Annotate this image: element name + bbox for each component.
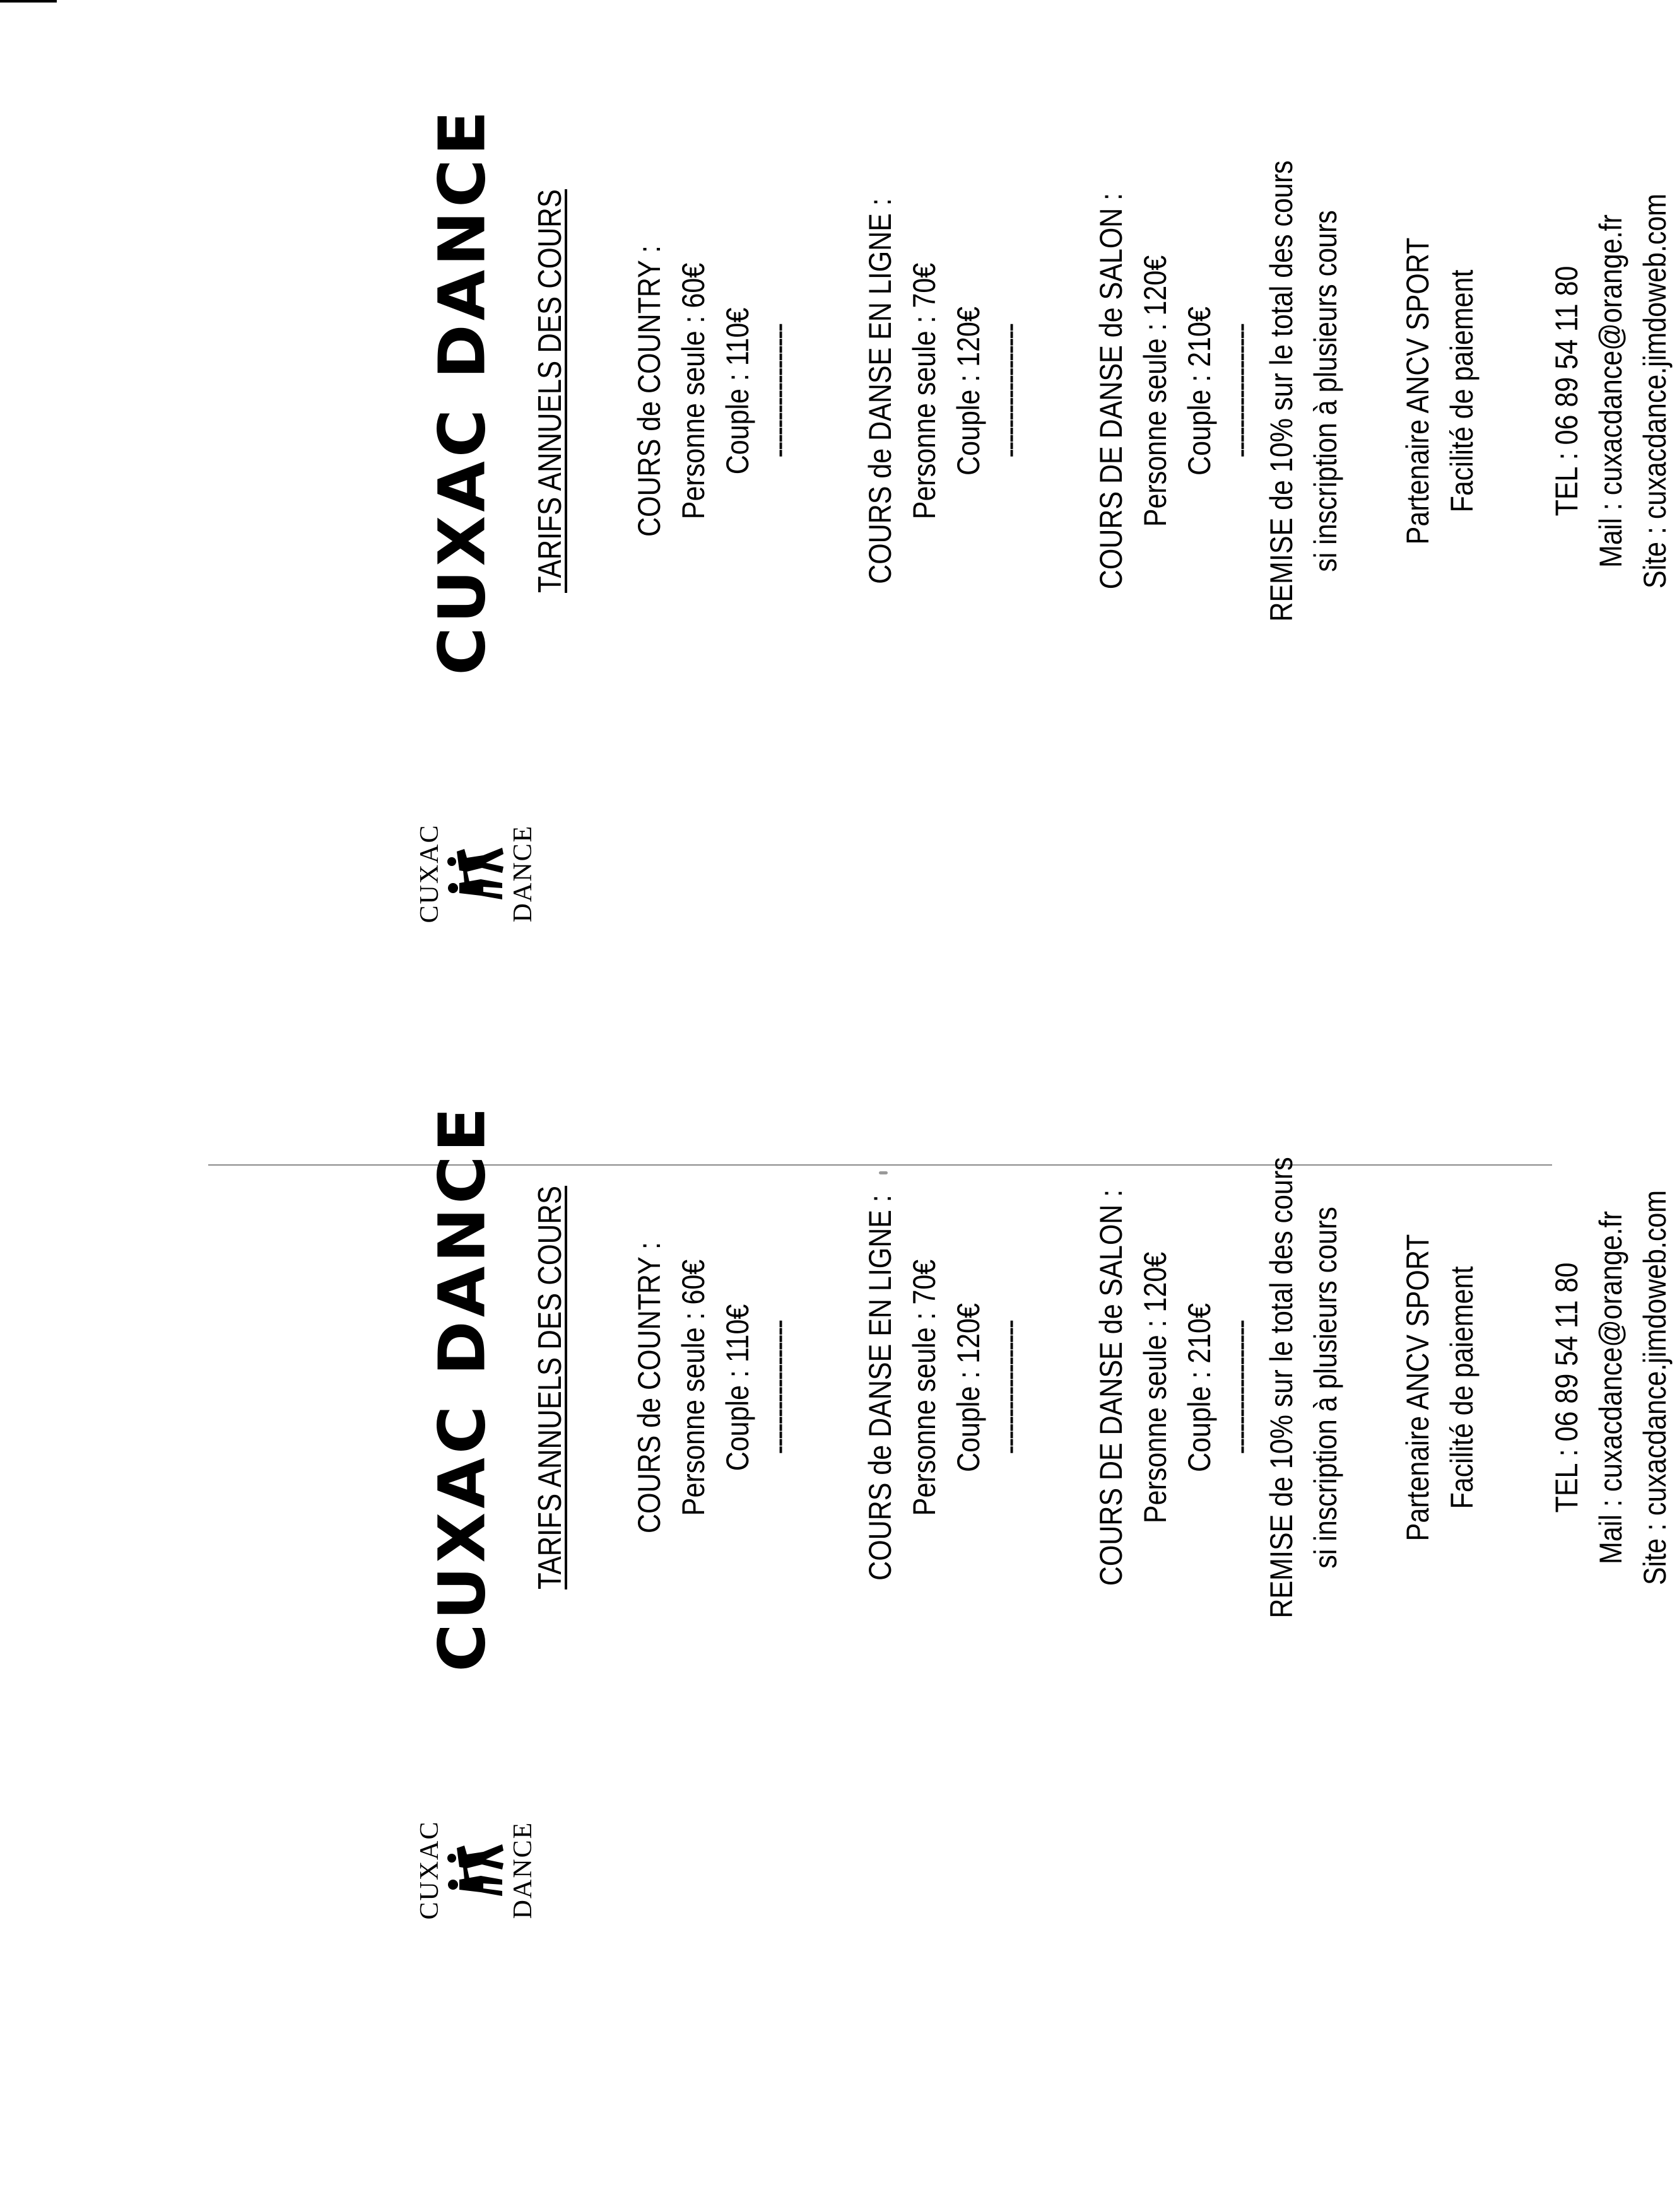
partner-line-2: Facilité de paiement — [1444, 1266, 1480, 1509]
flyer-subtitle: TARIFS ANNUELS DES COURS — [532, 1186, 568, 1589]
course-heading: COURS DE DANSE de SALON : — [1093, 192, 1129, 590]
logo-word-top: CUXAC — [415, 824, 444, 923]
course-price-single: Personne seule : 60€ — [676, 1259, 711, 1516]
logo-word-bottom: DANCE — [509, 1821, 538, 1919]
course-heading: COURS de COUNTRY : — [632, 1242, 667, 1533]
separator: ------------------ — [992, 324, 1027, 458]
partner-line-1: Partenaire ANCV SPORT — [1400, 1234, 1435, 1542]
contact-mail: Mail : cuxacdance@orange.fr — [1593, 214, 1628, 568]
course-heading: COURS de DANSE EN LIGNE : — [862, 1195, 898, 1581]
flyer-title: CUXAC DANCE — [424, 107, 500, 676]
partner-line-1: Partenaire ANCV SPORT — [1400, 237, 1435, 545]
contact-site: Site : cuxacdance.jimdoweb.com — [1637, 193, 1673, 589]
course-price-couple: Couple : 110€ — [720, 1304, 755, 1472]
discount-line-2: si inscription à plusieurs cours — [1308, 210, 1343, 572]
flyer-bottom — [189, 1072, 1673, 2031]
logo-word-bottom: DANCE — [509, 824, 538, 923]
flyer-content — [424, 1072, 1677, 1703]
course-price-single: Personne seule : 60€ — [676, 262, 711, 520]
course-price-couple: Couple : 210€ — [1182, 307, 1217, 476]
course-price-couple: Couple : 110€ — [720, 307, 755, 475]
contact-tel: TEL : 06 89 54 11 80 — [1549, 266, 1584, 517]
discount-line-2: si inscription à plusieurs cours — [1308, 1207, 1343, 1569]
separator: ------------------ — [1223, 324, 1258, 458]
course-price-single: Personne seule : 120€ — [1138, 1251, 1173, 1524]
scan-corner-mark — [0, 0, 57, 3]
separator: ------------------ — [761, 1321, 796, 1454]
logo-word-top: CUXAC — [415, 1820, 444, 1920]
contact-tel: TEL : 06 89 54 11 80 — [1549, 1262, 1584, 1513]
course-heading: COURS de COUNTRY : — [632, 245, 667, 537]
discount-line-1: REMISE de 10% sur le total des cours — [1264, 1157, 1299, 1618]
logo — [416, 801, 536, 946]
course-heading: COURS de DANSE EN LIGNE : — [862, 198, 898, 584]
flyer-title: CUXAC DANCE — [424, 1103, 500, 1672]
course-price-single: Personne seule : 70€ — [907, 1259, 942, 1516]
discount-line-1: REMISE de 10% sur le total des cours — [1264, 160, 1299, 622]
flyer-content — [424, 76, 1677, 706]
course-price-couple: Couple : 120€ — [951, 1303, 986, 1472]
flyer-subtitle: TARIFS ANNUELS DES COURS — [532, 189, 568, 593]
partner-line-2: Facilité de paiement — [1444, 269, 1480, 513]
separator: ------------------ — [992, 1321, 1027, 1454]
separator: ------------------ — [1223, 1321, 1258, 1454]
course-price-couple: Couple : 210€ — [1182, 1303, 1217, 1472]
contact-mail: Mail : cuxacdance@orange.fr — [1593, 1211, 1628, 1564]
flyer-top — [189, 76, 1673, 1034]
logo — [416, 1798, 536, 1943]
dancers-icon — [445, 1842, 506, 1899]
course-price-single: Personne seule : 120€ — [1138, 255, 1173, 527]
contact-site: Site : cuxacdance.jimdoweb.com — [1637, 1190, 1673, 1586]
dancers-icon — [445, 845, 506, 902]
course-price-single: Personne seule : 70€ — [907, 262, 942, 520]
course-heading: COURS DE DANSE de SALON : — [1093, 1189, 1129, 1586]
separator: ------------------ — [761, 324, 796, 458]
course-price-couple: Couple : 120€ — [951, 307, 986, 476]
